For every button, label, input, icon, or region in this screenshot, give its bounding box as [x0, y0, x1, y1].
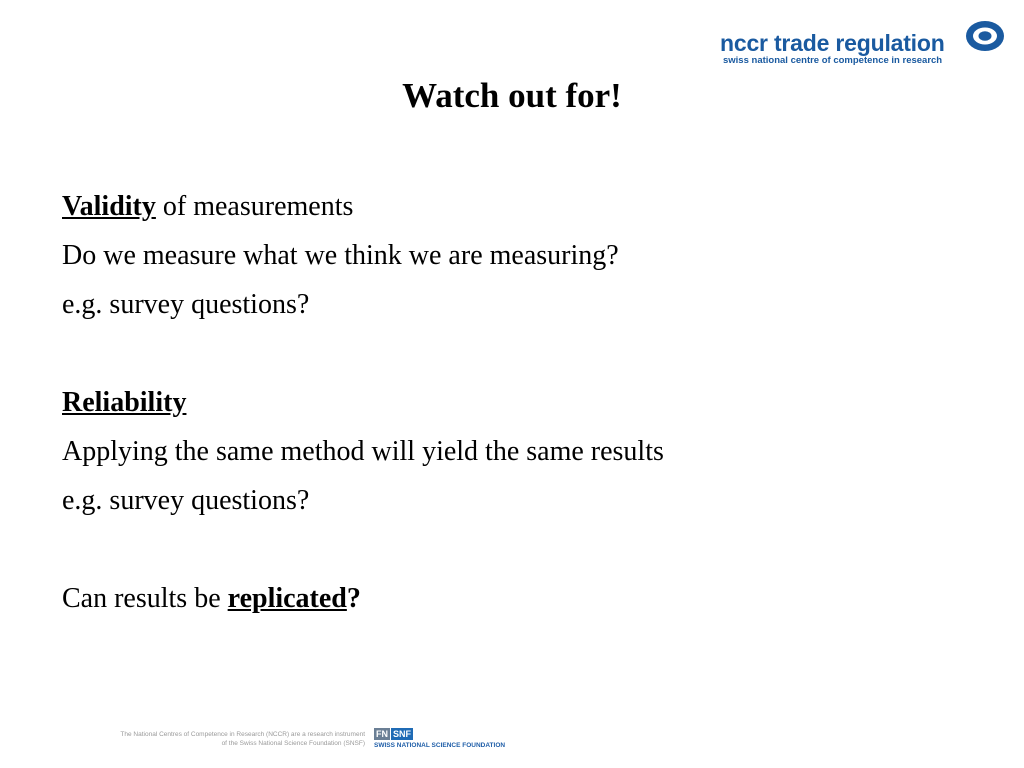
validity-example: e.g. survey questions?	[62, 289, 310, 320]
replication-suffix: ?	[346, 583, 361, 614]
reliability-example: e.g. survey questions?	[62, 485, 310, 516]
slide-body	[62, 186, 962, 627]
footer-note-line1: The National Centres of Competence in Research (NCCR) are a research instrument	[120, 731, 365, 738]
logo-subtitle: swiss national centre of competence in research	[723, 55, 943, 66]
reliability-heading	[62, 382, 962, 431]
spacer	[62, 333, 962, 382]
reliability-definition: Applying the same method will yield the same results	[62, 436, 664, 467]
spacer	[62, 529, 962, 578]
slide-title: Watch out for!	[402, 76, 622, 115]
replication-question	[62, 578, 962, 627]
replication-prefix: Can results be	[62, 583, 228, 614]
eye-logo-icon	[964, 18, 1006, 54]
logo-title: nccr trade regulation	[720, 30, 945, 56]
validity-definition: Do we measure what we think we are measuring?	[62, 240, 619, 271]
validity-heading-rest: of measurements	[155, 191, 354, 222]
replication-term: replicated	[227, 583, 347, 614]
snf-snf-label: SNF	[393, 729, 411, 739]
validity-term: Validity	[62, 191, 156, 222]
validity-heading	[62, 186, 962, 235]
snf-logo	[374, 728, 506, 752]
reliability-term: Reliability	[62, 387, 187, 418]
nccr-logo	[720, 18, 1010, 70]
snf-logo-mark	[374, 728, 413, 740]
footer-note	[60, 730, 365, 748]
snf-fn-label: FN	[376, 729, 388, 739]
footer-note-line2: of the Swiss National Science Foundation (SNSF)	[221, 740, 365, 747]
snf-foundation-name: SWISS NATIONAL SCIENCE FOUNDATION	[374, 742, 506, 749]
